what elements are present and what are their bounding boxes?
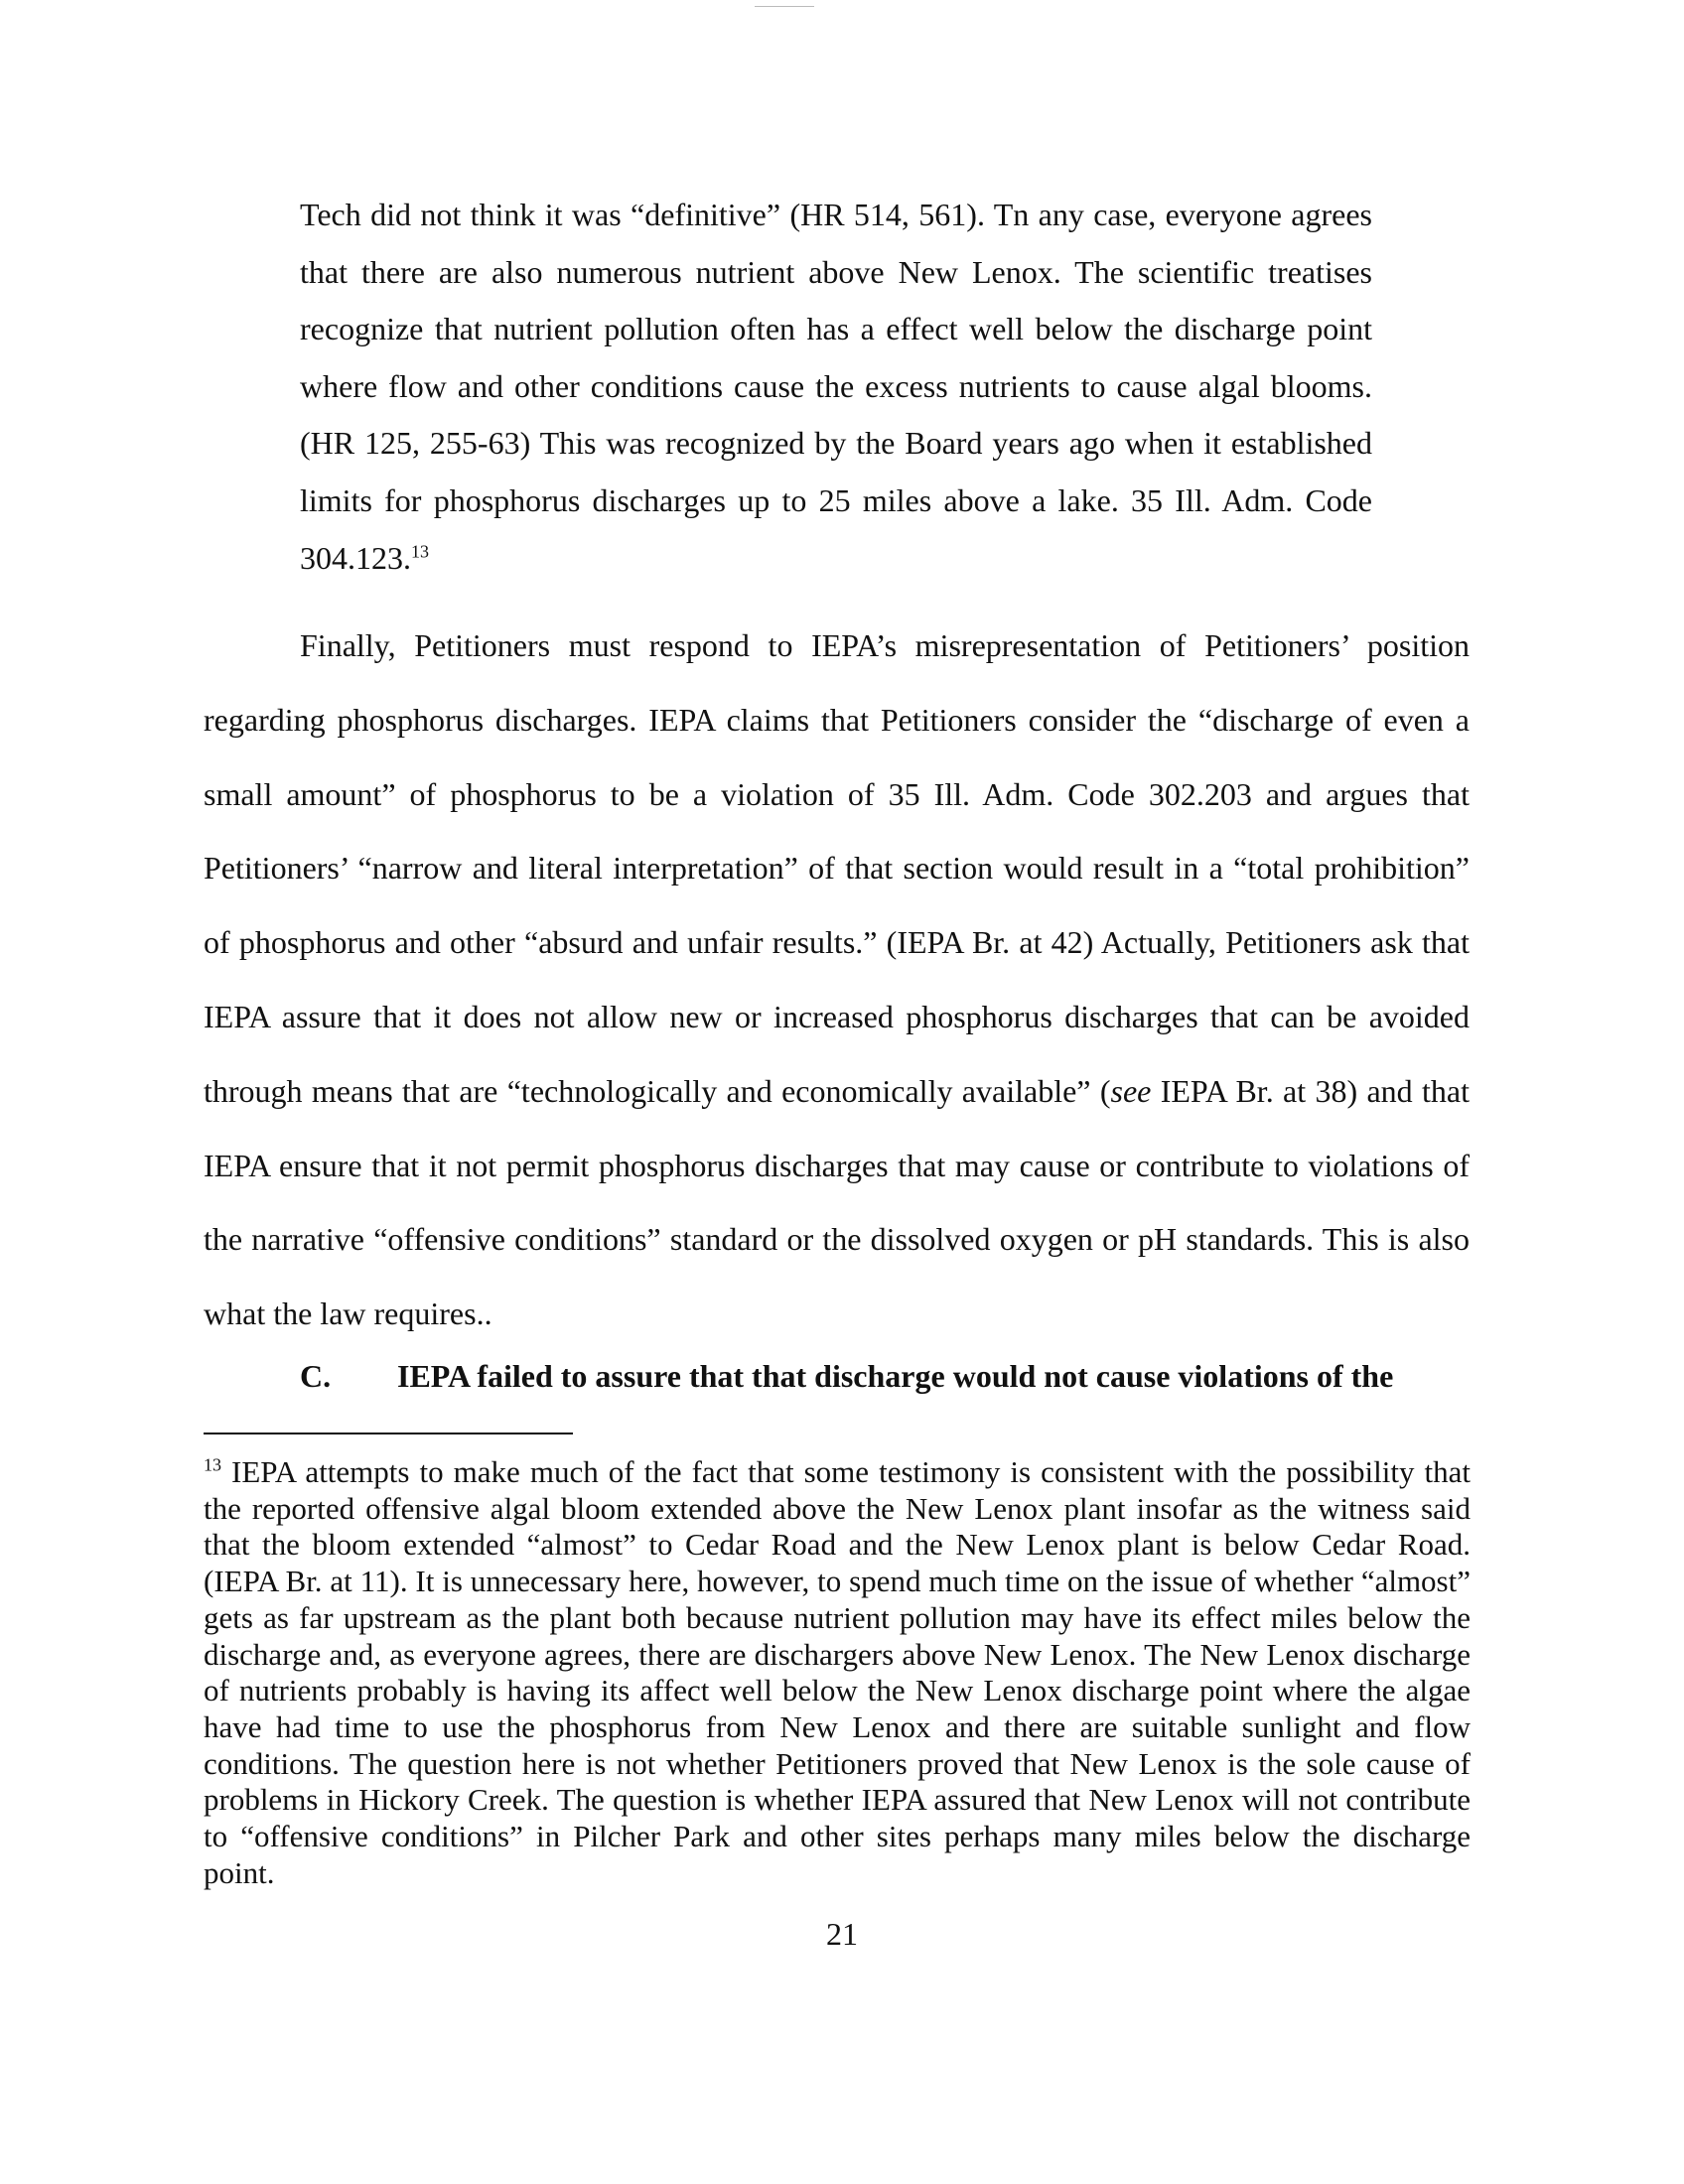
body-paragraph (204, 609, 1470, 1351)
block-quote-text: Tech did not think it was “definitive” (HR 514, 561). Tn any case, everyone agrees that there are also numerous nutrient above New Lenox. The scientific treatises recognize that nutrient pollution often has a effect well below the discharge point where flow and other conditions cause the excess nutrients to cause algal blooms. (HR 125, 255-63) This was recognized by the Board years ago when it established limits for phosphorus discharges up to 25 miles above a lake. 35 Ill. Adm. Code 304.123. (300, 197, 1372, 576)
footnote-reference: 13 (411, 540, 429, 561)
footnote-text: IEPA attempts to make much of the fact that some testimony is consistent with the possibility that the reported offensive algal bloom extended above the New Lenox plant insofar as the witness said that the bloom extended “almost” to Cedar Road and the New Lenox plant is below Cedar Road. (IEPA Br. at 11). It is unnecessary here, however, to spend much time on the issue of whether “almost” gets as far upstream as the plant both because nutrient pollution may have its effect miles below the discharge and, as everyone agrees, there are dischargers above New Lenox. The New Lenox discharge of nutrients probably is having its affect well below the New Lenox discharge point where the algae have had time to use the phosphorus from New Lenox and there are suitable sunlight and flow conditions. The question here is not whether Petitioners proved that New Lenox is the sole cause of problems in Hickory Creek. The question is whether IEPA assured that New Lenox will not contribute to “offensive conditions” in Pilcher Park and other sites perhaps many miles below the discharge point. (204, 1454, 1471, 1890)
section-heading-label: C. (300, 1358, 332, 1394)
block-quote (300, 187, 1372, 587)
body-paragraph-italic-see: see (1110, 1072, 1152, 1109)
body-paragraph-text-part1: Finally, Petitioners must respond to IEPA’s misrepresentation of Petitioners’ position regarding phosphorus discharges. IEPA claims that Petitioners consider the “discharge of even a small amount” of phosphorus to be a violation of 35 Ill. Adm. Code 302.203 and argues that Petitioners’ “narrow and literal interpretation” of that section would result in a “total prohibition” of phosphorus and other “absurd and unfair results.” (IEPA Br. at 42) Actually, Petitioners ask that IEPA assure that it does not allow new or increased phosphorus discharges that can be avoided through means that are “technologically and economically available” ( (204, 627, 1470, 1109)
page-number: 21 (826, 1916, 858, 1952)
footnote-number: 13 (204, 1454, 221, 1475)
section-heading-text: IEPA failed to assure that that discharge would not cause violations of the (397, 1358, 1394, 1394)
body-paragraph-text-part2: IEPA Br. at 38) and that IEPA ensure that it not permit phosphorus discharges that may cause or contribute to violations of the narrative “offensive conditions” standard or the dissolved oxygen or pH standards. This is also what the law requires.. (204, 1072, 1471, 1332)
section-heading (300, 1352, 1472, 1400)
footnote-separator (204, 1433, 573, 1434)
footnote (204, 1454, 1471, 1891)
scan-artifact-line (755, 6, 814, 7)
